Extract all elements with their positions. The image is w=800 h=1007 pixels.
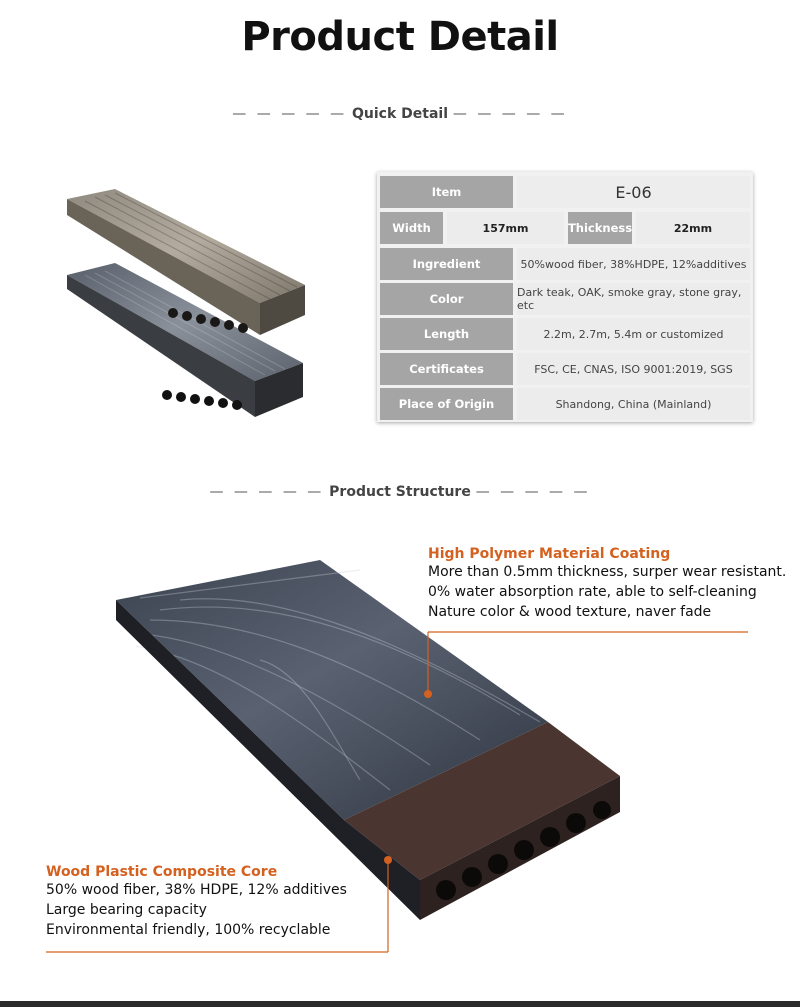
row-label: Color [380, 283, 513, 315]
row-label: Length [380, 318, 513, 350]
bottom-divider [0, 1001, 800, 1007]
width-value: 157mm [447, 212, 564, 244]
row-value: Dark teak, OAK, smoke gray, stone gray, etc [517, 283, 750, 315]
coating-title: High Polymer Material Coating [428, 546, 671, 562]
heading-dashes-left: — — — — — [232, 106, 348, 122]
item-label: Item [380, 176, 513, 208]
row-label: Ingredient [380, 248, 513, 280]
row-value: 2.2m, 2.7m, 5.4m or customized [517, 318, 750, 350]
coating-annotation [428, 546, 786, 622]
thickness-label: Thickness [568, 212, 632, 244]
heading-dashes-right: — — — — — [452, 106, 568, 122]
coating-line: 0% water absorption rate, able to self-cleaning [428, 584, 757, 600]
core-line: 50% wood fiber, 38% HDPE, 12% additives [46, 882, 347, 898]
core-annotation [46, 864, 347, 940]
product-structure-heading-text: Product Structure [329, 484, 471, 500]
item-value: E-06 [517, 176, 750, 208]
heading-dashes-right: — — — — — [475, 484, 591, 500]
row-value: Shandong, China (Mainland) [517, 388, 750, 420]
core-line: Environmental friendly, 100% recyclable [46, 922, 331, 938]
coating-line: Nature color & wood texture, naver fade [428, 604, 712, 620]
row-value: 50%wood fiber, 38%HDPE, 12%additives [517, 248, 750, 280]
row-value: FSC, CE, CNAS, ISO 9001:2019, SGS [517, 353, 750, 385]
core-title: Wood Plastic Composite Core [46, 864, 278, 880]
quick-detail-heading-text: Quick Detail [351, 106, 448, 122]
page-title: Product Detail [241, 14, 559, 60]
thickness-value: 22mm [636, 212, 750, 244]
width-label: Width [380, 212, 443, 244]
heading-dashes-left: — — — — — [209, 484, 325, 500]
row-label: Certificates [380, 353, 513, 385]
row-label: Place of Origin [380, 388, 513, 420]
core-line: Large bearing capacity [46, 902, 207, 918]
coating-line: More than 0.5mm thickness, surper wear resistant. [428, 564, 787, 580]
